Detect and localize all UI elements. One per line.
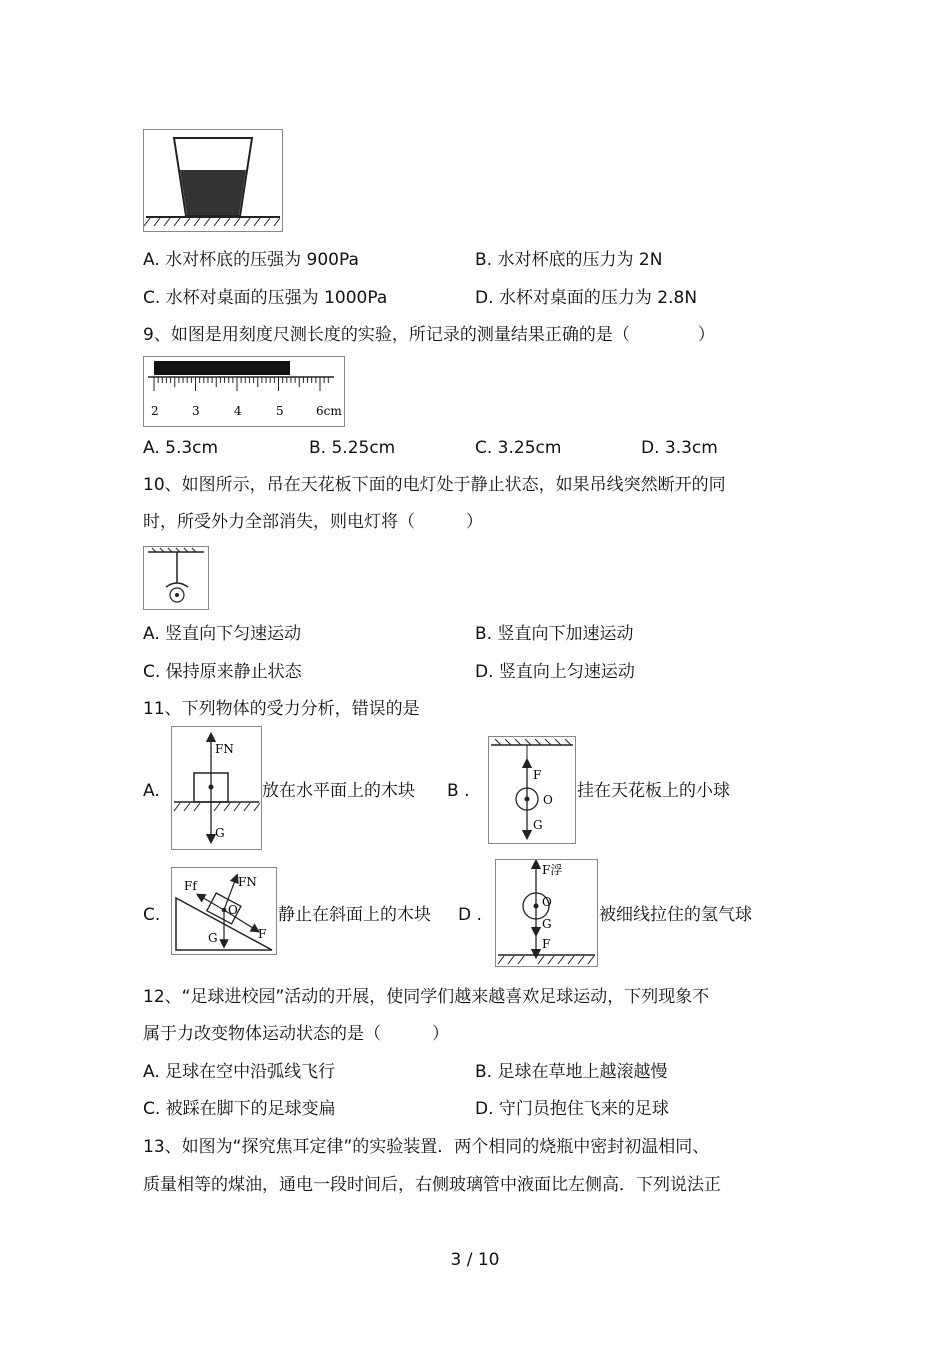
q10-option-d[interactable]: D. 竖直向上匀速运动 [475,662,635,682]
q11-c-caption: 静止在斜面上的木块 [278,905,431,925]
q11-c-letter[interactable]: C. [143,905,161,925]
q11-a-caption: 放在水平面上的木块 [262,781,415,801]
q10-option-b[interactable]: B. 竖直向下加速运动 [475,624,634,644]
force-label: G [542,917,552,931]
q13-stem-line1: 13、如图为“探究焦耳定律”的实验装置．两个相同的烧瓶中密封初温相同、 [143,1137,710,1157]
ruler-tick-label: 4 [234,404,242,418]
q9-option-a[interactable]: A. 5.3cm [143,438,219,458]
force-label: FN [238,875,257,889]
ruler-figure [143,356,345,427]
force-label: O [542,895,552,909]
force-label: G [208,931,218,945]
q10-option-c[interactable]: C. 保持原来静止状态 [143,662,302,682]
block-on-floor-figure [171,726,262,850]
q10-stem-line1: 10、如图所示，吊在天花板下面的电灯处于静止状态，如果吊线突然断开的同 [143,475,726,495]
balloon-figure [495,859,598,967]
page-number: 3 / 10 [450,1250,500,1270]
q9-option-d[interactable]: D. 3.3cm [641,438,718,458]
q12-stem-line1: 12、“足球进校园”活动的开展，使同学们越来越喜欢足球运动，下列现象不 [143,987,710,1007]
ruler-tick-label: 5 [276,404,284,418]
force-label: Ff [184,879,197,893]
q12-option-d[interactable]: D. 守门员抱住飞来的足球 [475,1099,669,1119]
ruler-tick-label: 6cm [316,404,342,418]
force-label: O [543,793,553,807]
force-label: FN [215,742,234,756]
q11-a-letter[interactable]: A. [143,781,160,801]
q12-option-a[interactable]: A. 足球在空中沿弧线飞行 [143,1062,336,1082]
q11-b-caption: 挂在天花板上的小球 [577,781,730,801]
q12-option-b[interactable]: B. 足球在草地上越滚越慢 [475,1062,668,1082]
q10-option-a[interactable]: A. 竖直向下匀速运动 [143,624,302,644]
q11-d-caption: 被细线拉住的氢气球 [599,905,752,925]
q8-option-d[interactable]: D. 水杯对桌面的压力为 2.8N [475,288,698,308]
force-label: F [258,927,267,941]
force-label: F [542,937,551,951]
q8-option-c[interactable]: C. 水杯对桌面的压强为 1000Pa [143,288,388,308]
force-label: G [533,818,543,832]
force-label: G [215,826,225,840]
ruler-tick-label: 2 [151,404,159,418]
q9-option-c[interactable]: C. 3.25cm [475,438,562,458]
ball-on-ceiling-figure [488,736,576,844]
q8-option-a[interactable]: A. 水对杯底的压强为 900Pa [143,250,359,270]
q12-option-c[interactable]: C. 被踩在脚下的足球变扁 [143,1099,336,1119]
q11-b-letter[interactable]: B . [447,781,470,801]
q10-stem-line2: 时，所受外力全部消失，则电灯将（ ） [143,512,483,532]
q8-option-b[interactable]: B. 水对杯底的压力为 2N [475,250,663,270]
force-label: O [228,903,238,917]
q9-stem: 9、如图是用刻度尺测长度的实验，所记录的测量结果正确的是（ ） [143,325,715,345]
q11-d-letter[interactable]: D . [458,905,482,925]
cup-on-table-figure [143,129,283,232]
force-label: F [533,768,542,782]
block-on-incline-figure [171,867,277,955]
ruler-tick-label: 3 [192,404,200,418]
q13-stem-line2: 质量相等的煤油，通电一段时间后，右侧玻璃管中液面比左侧高．下列说法正 [143,1175,721,1195]
force-label: F浮 [542,863,563,877]
q12-stem-line2: 属于力改变物体运动状态的是（ ） [143,1024,449,1044]
q11-stem: 11、下列物体的受力分析，错误的是 [143,699,420,719]
hanging-lamp-figure [143,546,209,610]
q9-option-b[interactable]: B. 5.25cm [309,438,396,458]
